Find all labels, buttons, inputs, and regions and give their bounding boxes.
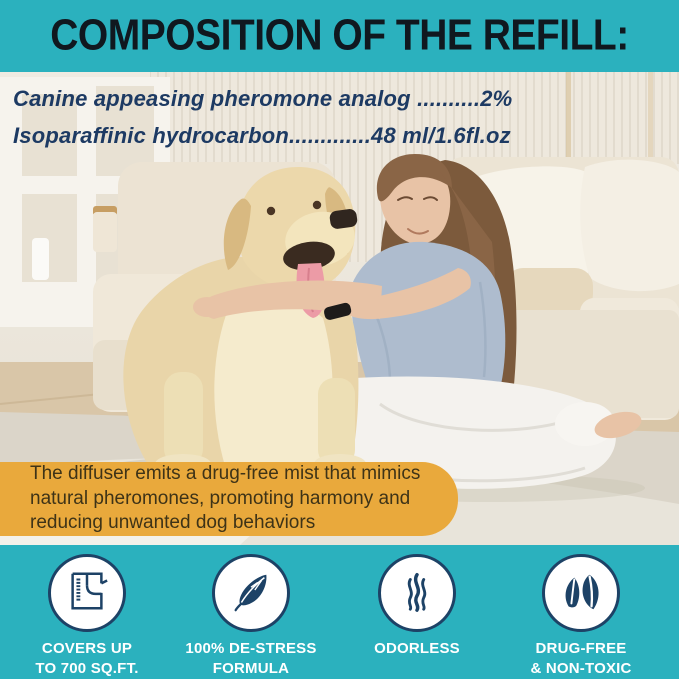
leaves-icon — [558, 568, 604, 619]
feature-label: 100% DE-STRESS FORMULA — [185, 640, 317, 677]
feature-label: ODORLESS — [374, 640, 460, 657]
feature-badge — [48, 554, 126, 632]
features-bar — [0, 545, 679, 679]
floor-plan-icon — [64, 568, 110, 619]
feature-badge — [542, 554, 620, 632]
banner-line-3: reducing unwanted dog behaviors — [30, 512, 316, 534]
feature-destress — [169, 554, 333, 678]
feature-odorless — [335, 554, 499, 659]
banner-line-1: The diffuser emits a drug-free mist that mimics — [30, 463, 421, 485]
feature-label: COVERS UP TO 700 SQ.FT. — [35, 640, 139, 677]
composition-line-2: Isoparaffinic hydrocarbon.............48 ml/1.6fl.oz — [13, 123, 511, 148]
banner-line-2: natural pheromones, promoting harmony and — [30, 487, 411, 509]
page-title: COMPOSITION OF THE REFILL: — [50, 11, 629, 60]
feature-drugfree — [499, 554, 663, 678]
feature-badge — [212, 554, 290, 632]
feather-icon — [228, 568, 274, 619]
composition-line-1: Canine appeasing pheromone analog ..........2% — [13, 86, 513, 111]
header-bar — [0, 0, 679, 72]
composition-list — [13, 80, 512, 154]
odor-waves-icon — [394, 568, 440, 619]
description-banner — [0, 462, 458, 536]
feature-coverage — [5, 554, 169, 678]
feature-badge — [378, 554, 456, 632]
feature-label: DRUG-FREE & NON-TOXIC — [530, 640, 632, 677]
